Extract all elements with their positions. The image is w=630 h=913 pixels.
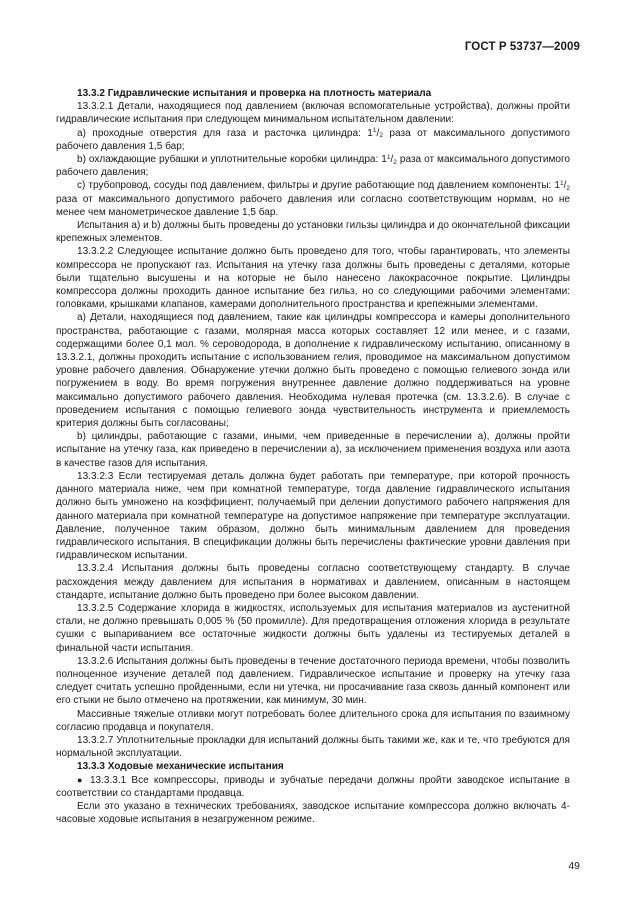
paragraph-13-3-2-2: 13.3.2.2 Следующее испытание должно быть проведено для того, чтобы гарантировать, что элементы компрессора не пропускают газ. Испытания на утечку газа должны быть проведены с деталями, которые были тщательно высушены и на которые не было нанесено лакокрасочное покрытие. Цилиндры компрессора должны проходить данное испытание без гильз, но со следующими рабочими элементами: головками, крышками клапанов, камерами дополнительного пространства и крепежными элементами. xyxy=(56,246,570,311)
paragraph-13-3-3-1-text: 13.3.3.1 Все компрессоры, приводы и зубчатые передачи должны пройти заводское испытание в соответствии со стандартами продавца. xyxy=(56,774,570,799)
paragraph-13-3-2-5: 13.3.2.5 Содержание хлорида в жидкостях, используемых для испытания материалов из аустенитной стали, не должно превышать 0,005 % (50 промилле). Для предотвращения отложения хлорида в результате сушки с выпариванием все остаточные жидкости должны быть удалены из тестируемых деталей в финальной части испытания. xyxy=(56,602,570,654)
paragraph-ab-tests: Испытания а) и b) должны быть проведены до установки гильзы цилиндра и до окончательной фиксации крепежных элементов. xyxy=(56,220,570,245)
paragraph-13-3-2-4: 13.3.2.4 Испытания должны быть проведены согласно соответствующему стандарту. В случае расхождения между давлением для испытания в нормативах и давлением, описанным в настоящем стандарте, испытание должно быть проведено при более высоком давлении. xyxy=(56,563,570,601)
bullet-icon: ● xyxy=(77,774,85,785)
paragraph-13-3-2-3: 13.3.2.3 Если тестируемая деталь должна будет работать при температуре, при которой прочность данного материала ниже, чем при комнатной температуре, тогда давление гидравлического испытания должно быть умножено на коэффициент, получаемый при делении допустимого рабочего напряжения для данного материала при комнатной температуре на допустимое напряжение при температуре эксплуатации. Давление, полученное таким образом, должно быть минимальным давлением для проведения гидравлического испытания. В спецификации должны быть перечислены фактические уровни давления при гидравлическом испытании. xyxy=(56,470,570,562)
list-item-c-text-end: раза от максимального допустимого рабочего давления или согласно соответствующим нормам, но не менее чем манометрическое давление 1,5 бар. xyxy=(56,193,570,218)
paragraph-13-3-2-6: 13.3.2.6 Испытания должны быть проведены в течение достаточного периода времени, чтобы позволить полноценное изучение деталей под давлением. Гидравлическое испытание и проверку на утечку газа следует считать успешно пройденными, если ни утечка, ни просачивание газа сквозь данный компонент или его стыки не было отмечено на протяжении, как минимум, 30 мин. xyxy=(56,655,570,707)
fraction-denominator: 2 xyxy=(393,158,397,166)
paragraph-13-3-2-7: 13.3.2.7 Уплотнительные прокладки для испытаний должны быть такими же, как и те, что требуются для нормальной эксплуатации. xyxy=(56,734,570,760)
fraction-numerator: 1 xyxy=(559,179,564,187)
paragraph-13-3-2-2-a: а) Детали, находящиеся под давлением, такие как цилиндры компрессора и камеры дополнительного пространства, работающие с газами, молярная масса которых составляет 12 или менее, и с газами, содержащими более 0,1 мол. % сероводорода, в дополнение к гидравлическому испытанию, описанному в 13.3.2.1, должны проходить испытание с использованием гелия, проводимое на максимальном допустимом уровне рабочего давления. Обнаружение утечки должно быть проведено с помощью гелиевого зонда или погружением в воду. Во время погружения внутреннее давление должно поддерживаться на уровне максимально допустимого рабочего давления. Необходима нулевая протечка (см. 13.3.2.6). В случае с проведением испытания с помощью гелиевого зонда чувствительность инструмента и приемлемость критерия должны быть согласованы; xyxy=(56,312,570,430)
list-item-b-text: b) охлаждающие рубашки и уплотнительные коробки цилиндра: 1 xyxy=(77,154,387,166)
list-item-c-text: с) трубопровод, сосуды под давлением, фильтры и другие работающие под давлением компоненты: 1 xyxy=(77,180,560,192)
fraction-numerator: 1 xyxy=(372,127,377,135)
fraction-numerator: 1 xyxy=(386,153,391,161)
section-heading-13-3-2: 13.3.2 Гидравлические испытания и проверка на плотность материала xyxy=(77,88,432,99)
list-item-a-text-end: раза от максимального допустимого рабочего давления 1,5 бар; xyxy=(56,127,571,152)
paragraph-13-3-2-1: 13.3.2.1 Детали, находящиеся под давлением (включая вспомогательные устройства), должны пройти гидравлические испытания при следующем минимальном испытательном давлении: xyxy=(56,101,570,126)
page-number: 49 xyxy=(568,860,580,872)
fraction-denominator: 2 xyxy=(379,132,383,140)
standard-header: ГОСТ Р 53737—2009 xyxy=(464,41,580,53)
paragraph-run-in-test: Если это указано в технических требованиях, заводское испытание компрессора должно включать 4-часовые ходовые испытания в незагруженном режиме. xyxy=(56,800,570,826)
list-item-b-text-end: раза от максимального допустимого рабочего давления; xyxy=(56,154,570,179)
list-item-a-text: а) проходные отверстия для газа и расточка цилиндра: 1 xyxy=(77,127,373,139)
section-heading-13-3-3: 13.3.3 Ходовые механические испытания xyxy=(77,761,284,773)
paragraph-13-3-2-2-b: b) цилиндры, работающие с газами, иными, чем приведенные в перечислении а), должны пройти испытание на утечку газа, как приведено в перечислении а), за исключением применения воздуха или азота в качестве газов для испытания. xyxy=(56,431,570,469)
fraction-denominator: 2 xyxy=(566,184,570,192)
list-item-c: с) трубопровод, сосуды под давлением, фильтры и другие работающие под давлением компоненты: $1^1/_2$ раза от максимального допустимого рабочего давления или согласно соответствующим нормам, но не менее чем манометрическое давление 1,5 бар. xyxy=(56,179,570,218)
list-item-a: а) проходные отверстия для газа и расточка цилиндра: $1^1/_2$ раза от максимального допустимого рабочего давления 1,5 бар; xyxy=(56,127,571,152)
paragraph-13-3-3-1 xyxy=(56,774,570,800)
list-item-b: b) охлаждающие рубашки и уплотнительные коробки цилиндра: $1^1/_2$ раза от максимального допустимого рабочего давления; xyxy=(56,153,570,179)
page-body xyxy=(56,87,570,826)
paragraph-castings: Массивные тяжелые отливки могут потребовать более длительного срока для испытания по взаимному согласию продавца и покупателя. xyxy=(56,708,570,733)
